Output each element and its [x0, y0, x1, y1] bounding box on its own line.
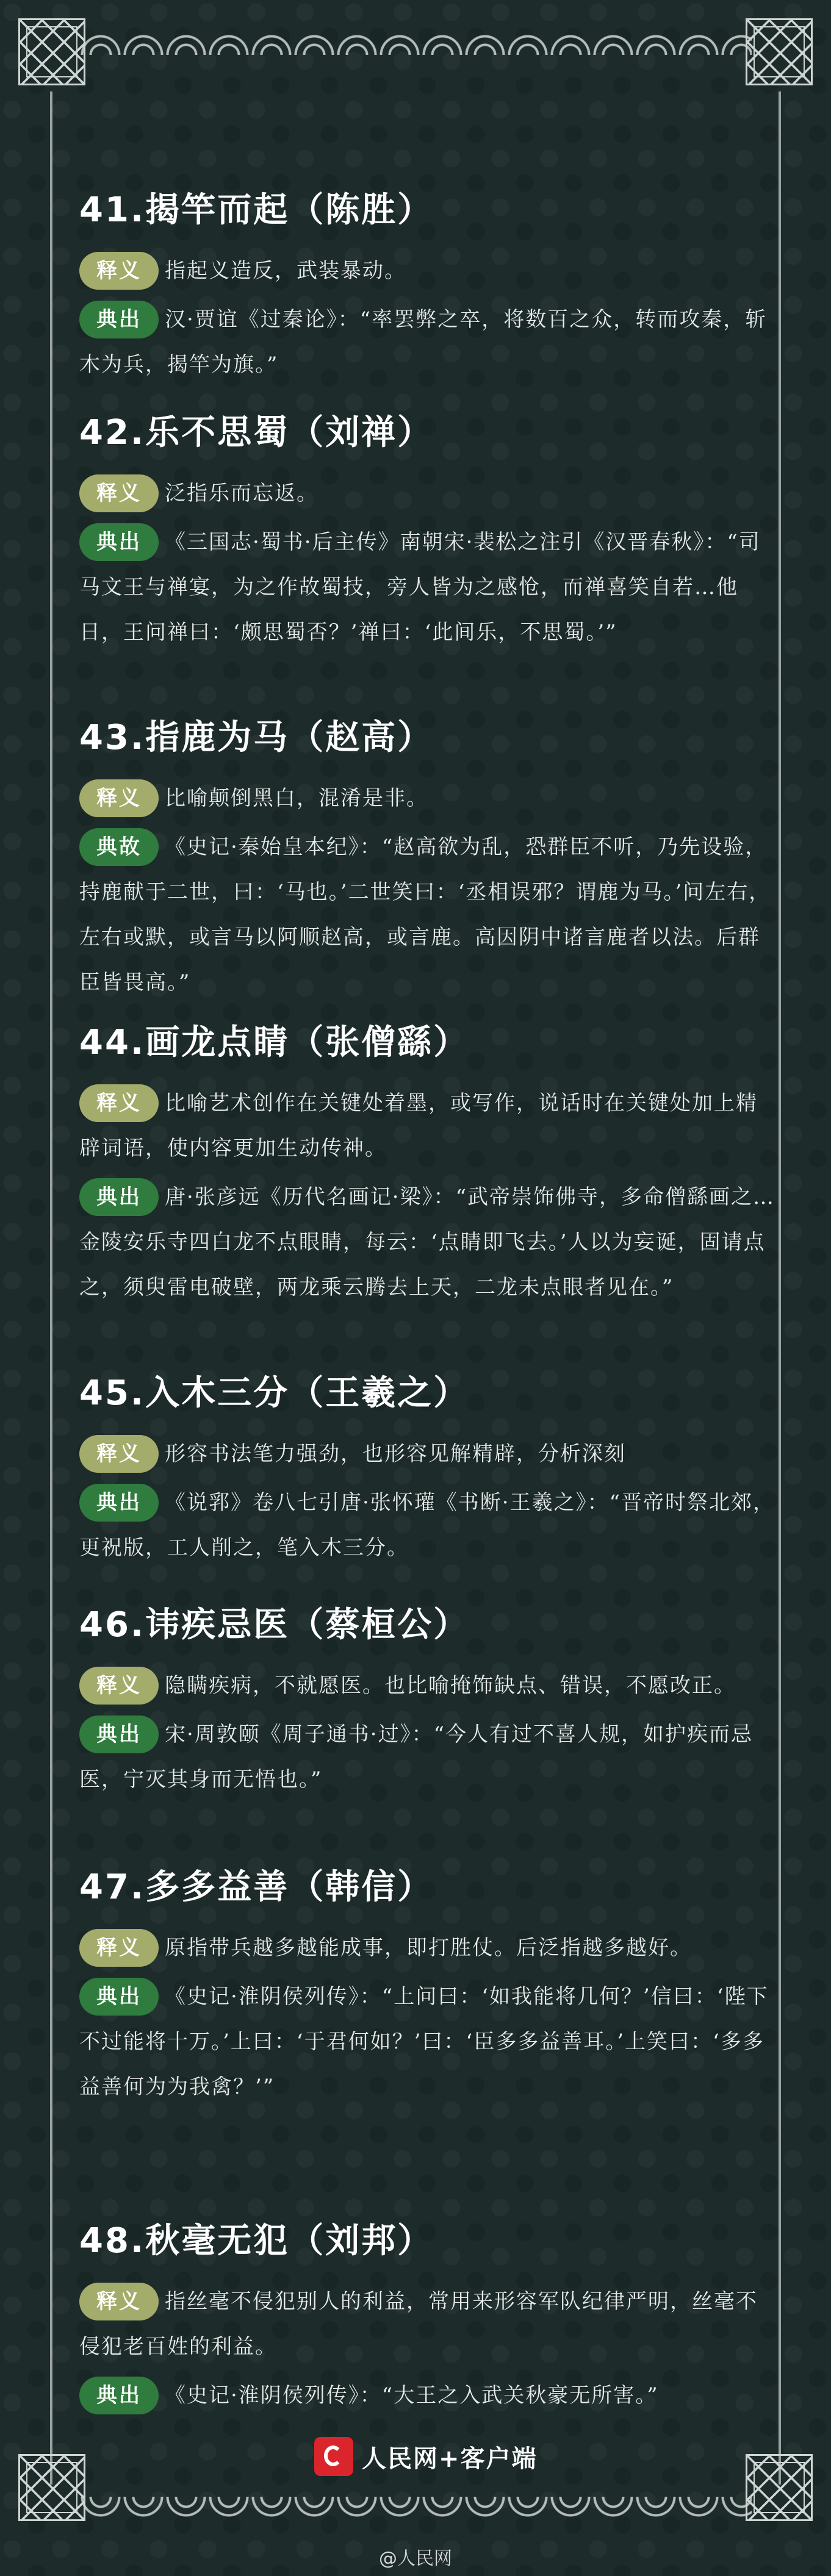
right-border-line	[779, 91, 781, 2485]
source-row	[79, 2372, 775, 2417]
idiom-entry	[79, 1015, 775, 1313]
source-text: 汉·贾谊《过秦论》：“率罢弊之卒，将数百之众，转而攻秦，斩木为兵，揭竿为旗。”	[79, 307, 768, 377]
source-row	[79, 824, 775, 1004]
source-row	[79, 1479, 775, 1570]
idiom-entry	[79, 183, 775, 390]
meaning-text: 比喻颠倒黑白，混淆是非。	[165, 786, 428, 810]
idiom-entry	[79, 1598, 775, 1805]
source-text: 《史记·秦始皇本纪》：“赵高欲为乱，恐群臣不听，乃先设验，持鹿献于二世，曰：‘马也。’二世笑曰：‘丞相误邪？谓鹿为马。’问左右，左右或默，或言马以阿顺赵高，或言鹿。高因阴中诸言鹿者以法。后群臣皆畏高。”	[79, 835, 771, 995]
meaning-text: 原指带兵越多越能成事，即打胜仗。后泛指越多越好。	[165, 1936, 692, 1960]
meaning-row	[79, 1080, 775, 1170]
idiom-entry	[79, 1860, 775, 2113]
meaning-tag: 释义	[79, 2283, 159, 2320]
brand-logo-text: 人民网+客户端	[362, 2444, 538, 2473]
idiom-title: 45.入木三分（王羲之）	[79, 1373, 470, 1413]
meaning-text: 比喻艺术创作在关键处着墨，或写作，说话时在关键处加上精辟词语，使内容更加生动传神。	[79, 1091, 758, 1161]
meaning-tag: 释义	[79, 1667, 159, 1705]
source-tag: 典出	[79, 1978, 159, 2016]
source-row	[79, 1711, 775, 1801]
idiom-title: 46.讳疾忌医（蔡桓公）	[79, 1605, 470, 1645]
idiom-entry	[79, 2214, 775, 2421]
source-row	[79, 519, 775, 654]
source-tag: 典故	[79, 828, 159, 866]
source-tag: 典出	[79, 1716, 159, 1753]
meaning-tag: 释义	[79, 1435, 159, 1473]
source-tag: 典出	[79, 523, 159, 561]
idiom-title: 42.乐不思蜀（刘禅）	[79, 413, 434, 453]
source-row	[79, 296, 775, 387]
meaning-row	[79, 1431, 775, 1476]
idiom-entry	[79, 710, 775, 1008]
source-text: 《史记·淮阴侯列传》：“上问曰：‘如我能将几何？’信曰：‘陛下不过能将十万。’上曰：‘于君何如？’曰：‘臣多多益善耳。’上笑曰：‘多多益善何为为我禽？’”	[79, 1984, 769, 2099]
idiom-title: 43.指鹿为马（赵高）	[79, 718, 434, 757]
source-text: 《史记·淮阴侯列传》：“大王之入武关秋豪无所害。”	[165, 2383, 659, 2408]
source-tag: 典出	[79, 2377, 159, 2414]
idiom-title: 48.秋毫无犯（刘邦）	[79, 2221, 434, 2261]
meaning-row	[79, 248, 775, 293]
meaning-text: 泛指乐而忘返。	[165, 481, 318, 506]
source-text: 《说郛》卷八七引唐·张怀瓘《书断·王羲之》：“晋帝时祭北郊，更祝版，工人削之，笔入木三分。	[79, 1490, 775, 1560]
idiom-title: 41.揭竿而起（陈胜）	[79, 190, 434, 230]
source-tag: 典出	[79, 1178, 159, 1216]
idiom-title: 47.多多益善（韩信）	[79, 1867, 434, 1907]
corner-ornament-top-left	[18, 18, 85, 85]
watermark: @人民网	[379, 2548, 452, 2569]
idiom-entry	[79, 406, 775, 658]
meaning-tag: 释义	[79, 779, 159, 817]
corner-ornament-top-right	[746, 18, 813, 85]
source-row	[79, 1973, 775, 2109]
meaning-text: 隐瞒疾病，不就愿医。也比喻掩饰缺点、错误，不愿改正。	[165, 1673, 736, 1698]
source-text: 唐·张彦远《历代名画记·梁》：“武帝崇饰佛寺，多命僧繇画之…金陵安乐寺四白龙不点眼睛，每云：‘点睛即飞去。’人以为妄诞，固请点之，须臾雷电破壁，两龙乘云腾去上天，二龙未点眼者见在。”	[79, 1185, 775, 1300]
meaning-row	[79, 2278, 775, 2369]
source-tag: 典出	[79, 301, 159, 338]
source-tag: 典出	[79, 1484, 159, 1522]
idiom-entry	[79, 1366, 775, 1573]
meaning-text: 形容书法笔力强劲，也形容见解精辟，分析深刻	[165, 1442, 626, 1466]
meaning-text: 指丝毫不侵犯别人的利益，常用来形容军队纪律严明，丝毫不侵犯老百姓的利益。	[79, 2289, 758, 2359]
source-text: 《三国志·蜀书·后主传》南朝宋·裴松之注引《汉晋春秋》：“司马文王与禅宴，为之作故蜀技，旁人皆为之感怆，而禅喜笑自若…他日，王问禅曰：‘颇思蜀否？’禅曰：‘此间乐，不思蜀。’”	[79, 530, 761, 645]
meaning-tag: 释义	[79, 1929, 159, 1967]
meaning-tag: 释义	[79, 252, 159, 290]
meaning-row	[79, 1662, 775, 1708]
people-daily-logo-icon	[314, 2437, 353, 2476]
meaning-tag: 释义	[79, 1084, 159, 1122]
brand-logo	[314, 2435, 538, 2478]
meaning-text: 指起义造反，武装暴动。	[165, 259, 406, 283]
meaning-row	[79, 1925, 775, 1970]
meaning-row	[79, 775, 775, 820]
source-row	[79, 1174, 775, 1309]
bottom-wave-border	[79, 2497, 752, 2539]
left-border-line	[50, 91, 52, 2485]
meaning-row	[79, 470, 775, 515]
top-wave-border	[79, 12, 752, 55]
source-text: 宋·周敦颐《周子通书·过》：“今人有过不喜人规，如护疾而忌医，宁灭其身而无悟也。”	[79, 1722, 753, 1792]
idiom-title: 44.画龙点睛（张僧繇）	[79, 1023, 470, 1062]
meaning-tag: 释义	[79, 474, 159, 512]
